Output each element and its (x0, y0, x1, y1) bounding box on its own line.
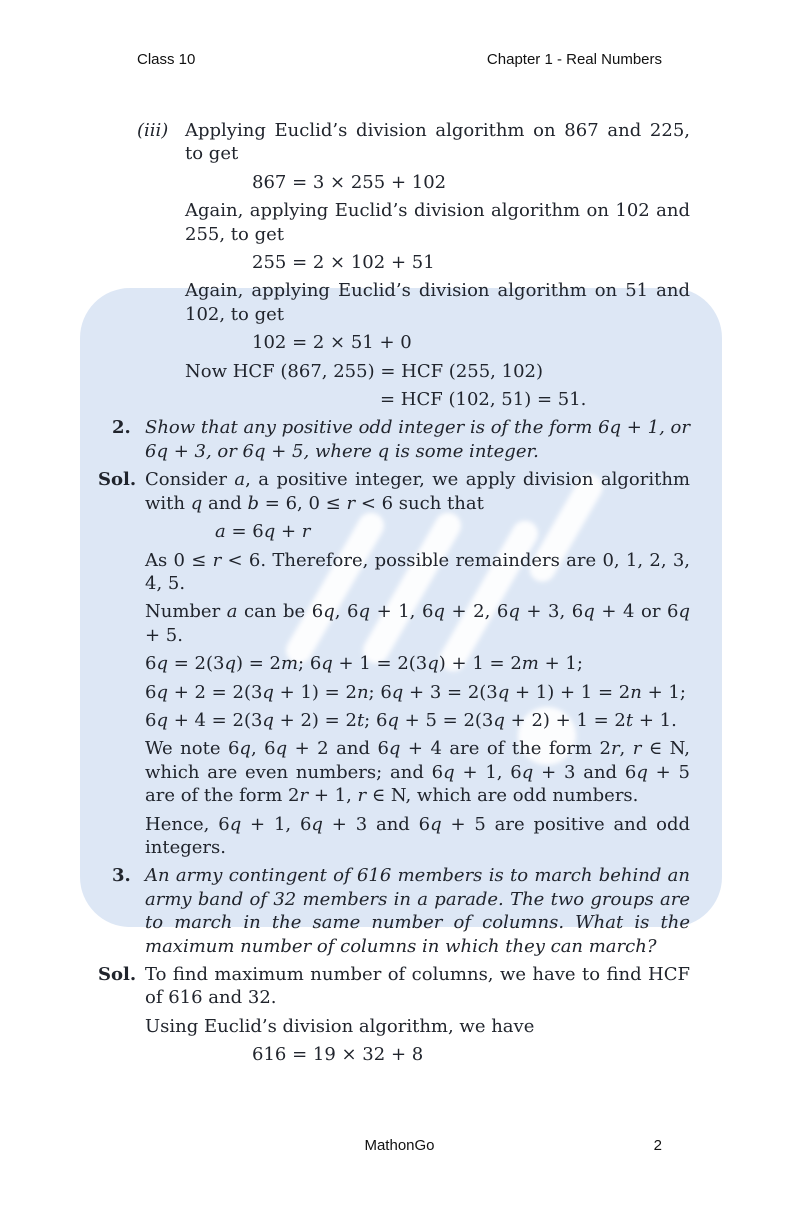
step-number-a-forms (98, 600, 690, 647)
step-again-51-102 (98, 279, 690, 326)
step-hence (98, 813, 690, 860)
paragraph-text: 6q + 2 = 2(3q + 1) = 2n; 6q + 3 = 2(3q + 1) + 1 = 2n + 1; (145, 681, 686, 703)
step-we-note (98, 737, 690, 807)
paragraph-text: Now HCF (867, 255) = HCF (255, 102) (185, 360, 544, 382)
paragraph-text: Consider a, a positive integer, we apply division algorithm with q and b = 6, 0 ≤ r < 6 such that (145, 469, 690, 514)
question-2 (98, 416, 690, 463)
equation-102 (98, 331, 690, 354)
equation-text: a = 6q + r (215, 521, 311, 543)
solution-label: Sol. (98, 964, 137, 985)
paragraph-text: We note 6q, 6q + 2 and 6q + 4 are of the form 2r, r ∈ N, which are even numbers; and 6q + 1, 6q + 3 and 6q + 5 are of the form 2r + 1, r ∈ N, which are odd numbers. (145, 738, 690, 807)
question-text: Show that any positive odd integer is of the form 6q + 1, or 6q + 3, or 6q + 5, where q is some integer. (145, 417, 690, 462)
question-number: 3. (112, 865, 131, 887)
equation-text: 102 = 2 × 51 + 0 (252, 332, 412, 354)
paragraph-text: Using Euclid’s division algorithm, we have (145, 1015, 535, 1037)
question-text: An army contingent of 616 members is to march behind an army band of 32 members in a parade. The two groups are to march in the same number of columns. What is the maximum number of columns in which they can march? (145, 865, 690, 957)
footer-page-number: 2 (653, 1137, 662, 1154)
step-forms-2t (98, 709, 690, 732)
equation-text: 867 = 3 × 255 + 102 (252, 171, 447, 193)
equation-867 (98, 171, 690, 194)
paragraph-text: 6q + 4 = 2(3q + 2) = 2t; 6q + 5 = 2(3q + 2) + 1 = 2t + 1. (145, 709, 677, 731)
solutions-body (98, 119, 690, 1072)
page-footer (137, 1137, 662, 1154)
step-forms-2m (98, 652, 690, 675)
equation-hcf-continued (98, 388, 690, 411)
equation-text: = HCF (102, 51) = 51. (380, 389, 587, 411)
header-class-label: Class 10 (137, 51, 196, 68)
solution-3-intro (98, 963, 690, 1010)
paragraph-text: Again, applying Euclid’s division algorithm on 51 and 102, to get (185, 280, 690, 325)
paragraph-text: 6q = 2(3q) = 2m; 6q + 1 = 2(3q) + 1 = 2m + 1; (145, 653, 583, 675)
equation-text: 616 = 19 × 32 + 8 (252, 1044, 424, 1066)
paragraph-text: Number a can be 6q, 6q + 1, 6q + 2, 6q + 3, 6q + 4 or 6q + 5. (145, 601, 690, 646)
step-using-euclid (98, 1015, 690, 1038)
paragraph-text: As 0 ≤ r < 6. Therefore, possible remainders are 0, 1, 2, 3, 4, 5. (145, 549, 690, 594)
paragraph-text: Applying Euclid’s division algorithm on 867 and 225, to get (185, 120, 690, 165)
step-again-102-255 (98, 199, 690, 246)
step-forms-2n (98, 681, 690, 704)
question-3 (98, 864, 690, 958)
step-now-hcf (98, 360, 690, 383)
equation-255 (98, 251, 690, 274)
step-remainders (98, 549, 690, 596)
paragraph-text: Again, applying Euclid’s division algorithm on 102 and 255, to get (185, 200, 690, 245)
step-iii-intro (98, 119, 690, 166)
equation-616 (98, 1043, 690, 1066)
paragraph-text: To find maximum number of columns, we have to find HCF of 616 and 32. (145, 964, 690, 1009)
paragraph-text: Hence, 6q + 1, 6q + 3 and 6q + 5 are positive and odd integers. (145, 813, 691, 858)
header-chapter-title: Chapter 1 - Real Numbers (486, 51, 662, 68)
solution-2-intro (98, 468, 690, 515)
footer-brand: MathonGo (364, 1137, 435, 1154)
item-label-iii: (iii) (137, 120, 169, 141)
solution-label: Sol. (98, 469, 137, 491)
equation-text: 255 = 2 × 102 + 51 (252, 252, 435, 274)
equation-a-6q-r (98, 520, 690, 543)
page-header (137, 51, 662, 68)
question-number: 2. (112, 417, 131, 439)
